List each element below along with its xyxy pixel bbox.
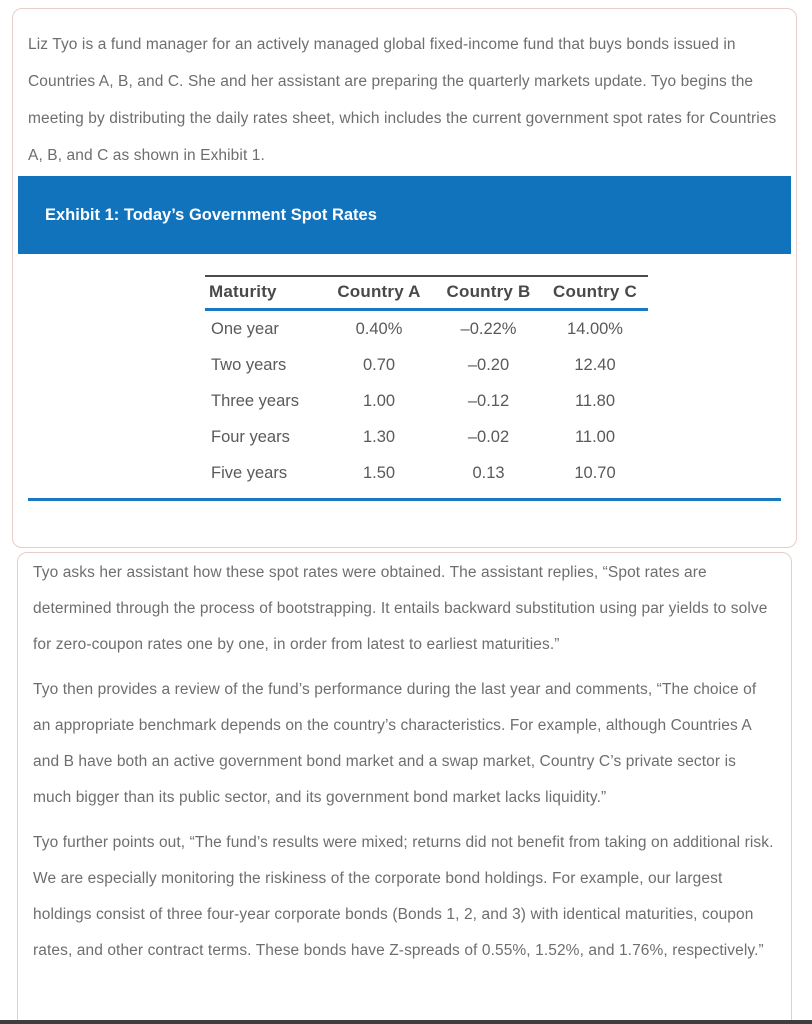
rate-cell: 1.00 <box>362 391 396 410</box>
spot-rates-table <box>205 275 648 491</box>
rate-cell: –0.20 <box>467 355 510 374</box>
table-header-row <box>205 276 648 310</box>
rate-cell: 0.70 <box>362 355 396 374</box>
table-row <box>205 383 648 419</box>
table-row <box>205 455 648 491</box>
table-row <box>205 419 648 455</box>
question-paragraph-1: Tyo asks her assistant how these spot rates were obtained. The assistant replies, “Spot rates are determined through the process of bootstrapping. It entails backward substitution using par yields to solve for zero-coupon rates one by one, in order from latest to earliest maturities.” <box>33 564 768 653</box>
rate-cell: 12.40 <box>574 355 616 374</box>
rate-cell: 11.00 <box>574 427 616 446</box>
column-header-country-c: Country C <box>542 276 648 310</box>
maturity-cell: Two years <box>211 355 287 374</box>
rate-cell: 0.40% <box>355 319 403 338</box>
maturity-cell: Four years <box>211 427 290 446</box>
intro-paragraph: Liz Tyo is a fund manager for an actively managed global fixed-income fund that buys bonds issued in Countries A, B, and C. She and her assistant are preparing the quarterly markets update. Tyo begins the meeting by distributing the daily rates sheet, which includes the current government spot rates for Countries A, B, and C as shown in Exhibit 1. <box>28 36 777 164</box>
exhibit-title: Exhibit 1: Today’s Government Spot Rates <box>45 206 377 224</box>
question-paragraph-3: Tyo further points out, “The fund’s results were mixed; returns did not benefit from taking on additional risk. We are especially monitoring the riskiness of the corporate bond holdings. For example, our largest holdings consist of three four-year corporate bonds (Bonds 1, 2, and 3) with identical maturities, coupon rates, and other contract terms. These bonds have Z-spreads of 0.55%, 1.52%, and 1.76%, respectively.” <box>33 834 774 959</box>
column-header-country-b: Country B <box>435 276 542 310</box>
table-row <box>205 310 648 348</box>
rate-cell: 10.70 <box>574 463 616 482</box>
rate-cell: 1.50 <box>362 463 396 482</box>
exhibit-banner <box>18 176 791 254</box>
maturity-cell: Five years <box>211 463 288 482</box>
rate-cell: 0.13 <box>472 463 505 482</box>
question-card <box>17 552 792 1024</box>
vignette-card <box>12 8 797 548</box>
rate-cell: –0.02 <box>467 427 510 446</box>
question-paragraph-2: Tyo then provides a review of the fund’s performance during the last year and comments, “The choice of an appropriate benchmark depends on the country’s characteristics. For example, although Countries A and B have both an active government bond market and a swap market, Country C’s private sector is much bigger than its public sector, and its government bond market lacks liquidity.” <box>33 681 757 806</box>
maturity-cell: Three years <box>211 391 300 410</box>
rate-cell: –0.22% <box>460 319 517 338</box>
rate-cell: 11.80 <box>574 391 616 410</box>
rate-cell: 14.00% <box>567 319 623 338</box>
maturity-cell: One year <box>211 319 279 338</box>
section-divider-rule <box>28 498 781 501</box>
bottom-clipped-bar <box>0 1020 812 1024</box>
column-header-maturity: Maturity <box>205 276 323 310</box>
table-row <box>205 347 648 383</box>
rate-cell: –0.12 <box>467 391 510 410</box>
column-header-country-a: Country A <box>323 276 435 310</box>
rate-cell: 1.30 <box>362 427 396 446</box>
